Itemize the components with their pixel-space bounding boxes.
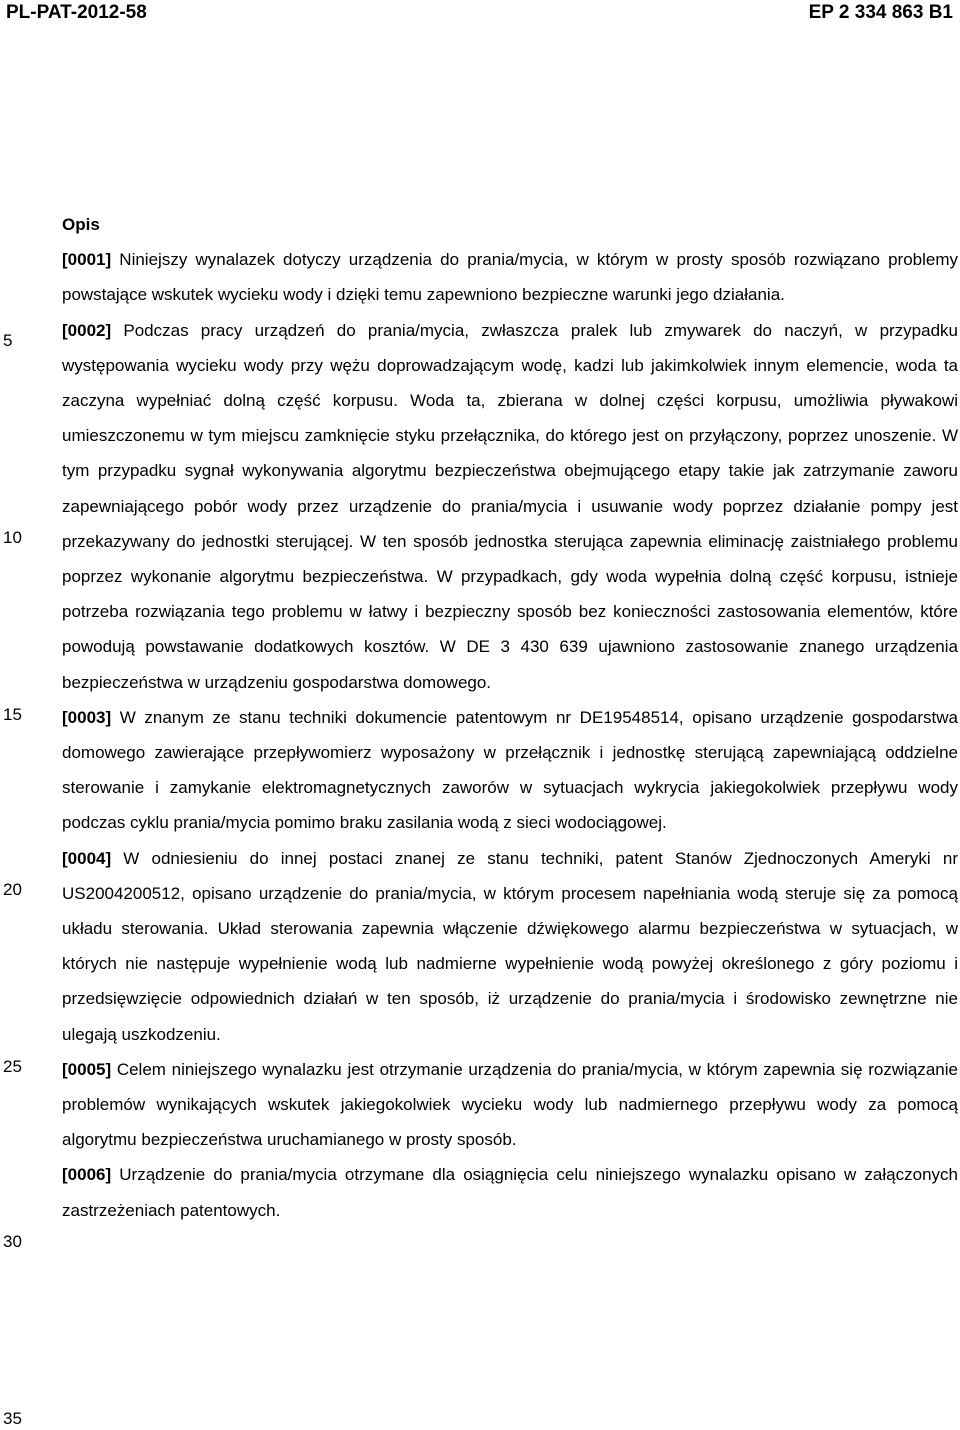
paragraph-0006	[62, 1157, 958, 1227]
paragraph-text: W znanym ze stanu techniki dokumencie patentowym nr DE19548514, opisano urządzenie gospodarstwa domowego zawierające przepływomierz wyposażony w przełącznik i jednostkę sterującą zapewniającą oddzielne sterowanie i zamykanie elektromagnetycznych zaworów w sytuacjach wykrycia jakiegokolwiek przepływu wody podczas cyklu prania/mycia pomimo braku zasilania wodą z sieci wodociągowej.	[62, 707, 958, 833]
patent-number: EP 2 334 863 B1	[808, 2, 953, 23]
paragraph-0004	[62, 841, 958, 1052]
paragraph-number: [0001]	[62, 250, 112, 270]
line-number: 30	[3, 1232, 22, 1251]
paragraph-number: [0005]	[62, 1059, 112, 1079]
line-number: 15	[3, 705, 22, 724]
line-number: 10	[3, 528, 22, 547]
paragraph-number: [0004]	[62, 848, 112, 868]
paragraph-text: Podczas pracy urządzeń do prania/mycia, zwłaszcza pralek lub zmywarek do naczyń, w przypadku występowania wycieku wody przy wężu doprowadzającym wodę, kadzi lub jakimkolwiek innym elemencie, woda ta zaczyna wypełniać dolną część korpusu. Woda ta, zbierana w dolnej części korpusu, umożliwia pływakowi umieszczonemu w tym miejscu zamknięcie styku przełącznika, do którego jest on przyłączony, poprzez unoszenie. W tym przypadku sygnał wykonywania algorytmu bezpieczeństwa obejmującego etapy takie jak zatrzymanie zaworu zapewniającego pobór wody przez urządzenie do prania/mycia i usuwanie wody poprzez działanie pompy jest przekazywany do jednostki sterującej. W ten sposób jednostka sterująca zapewnia eliminację zaistniałego problemu poprzez wykonanie algorytmu bezpieczeństwa. W przypadkach, gdy woda wypełnia dolną część korpusu, istnieje potrzeba rozwiązania tego problemu w łatwy i bezpieczny sposób bez konieczności zastosowania elementów, które powodują powstawanie dodatkowych kosztów. W DE 3 430 639 ujawniono zastosowanie znanego urządzenia bezpieczeństwa w urządzeniu gospodarstwa domowego.	[62, 320, 958, 692]
paragraph-0005	[62, 1052, 958, 1158]
paragraph-text: Urządzenie do prania/mycia otrzymane dla osiągnięcia celu niniejszego wynalazku opisano w załączonych zastrzeżeniach patentowych.	[62, 1165, 958, 1220]
line-number: 35	[3, 1409, 22, 1428]
line-number: 20	[3, 880, 22, 899]
line-number: 5	[3, 331, 13, 350]
line-number: 25	[3, 1057, 22, 1076]
paragraph-text: Celem niniejszego wynalazku jest otrzymanie urządzenia do prania/mycia, w którym zapewnia się rozwiązanie problemów wynikających wskutek jakiegokolwiek wycieku wody lub nadmiernego przepływu wody za pomocą algorytmu bezpieczeństwa uruchamianego w prosty sposób.	[62, 1059, 958, 1150]
paragraph-text: W odniesieniu do innej postaci znanej ze stanu techniki, patent Stanów Zjednoczonych Ameryki nr US2004200512, opisano urządzenie do prania/mycia, w którym procesem napełniania wodą steruje się za pomocą układu sterowania. Układ sterowania zapewnia włączenie dźwiękowego alarmu bezpieczeństwa w sytuacjach, w których nie następuje wypełnienie wodą lub nadmierne wypełnienie wodą powyżej określonego z góry poziomu i przedsięwzięcie odpowiednich działań w ten sposób, iż urządzenie do prania/mycia i środowisko zewnętrzne nie ulegają uszkodzeniu.	[62, 848, 958, 1044]
page-header	[0, 2, 960, 24]
paragraph-text: Niniejszy wynalazek dotyczy urządzenia do prania/mycia, w którym w prosty sposób rozwiązano problemy powstające wskutek wycieku wody i dzięki temu zapewniono bezpieczne warunki jego działania.	[62, 250, 958, 305]
paragraph-0001	[62, 242, 958, 312]
document-reference: PL-PAT-2012-58	[6, 2, 147, 23]
paragraph-number: [0003]	[62, 707, 112, 727]
paragraph-0002	[62, 313, 958, 700]
section-heading: Opis	[62, 215, 100, 234]
paragraph-number: [0002]	[62, 320, 112, 340]
paragraph-0003	[62, 700, 958, 841]
document-body	[62, 207, 958, 1228]
paragraph-number: [0006]	[62, 1165, 112, 1185]
line-number-margin	[0, 0, 40, 1430]
